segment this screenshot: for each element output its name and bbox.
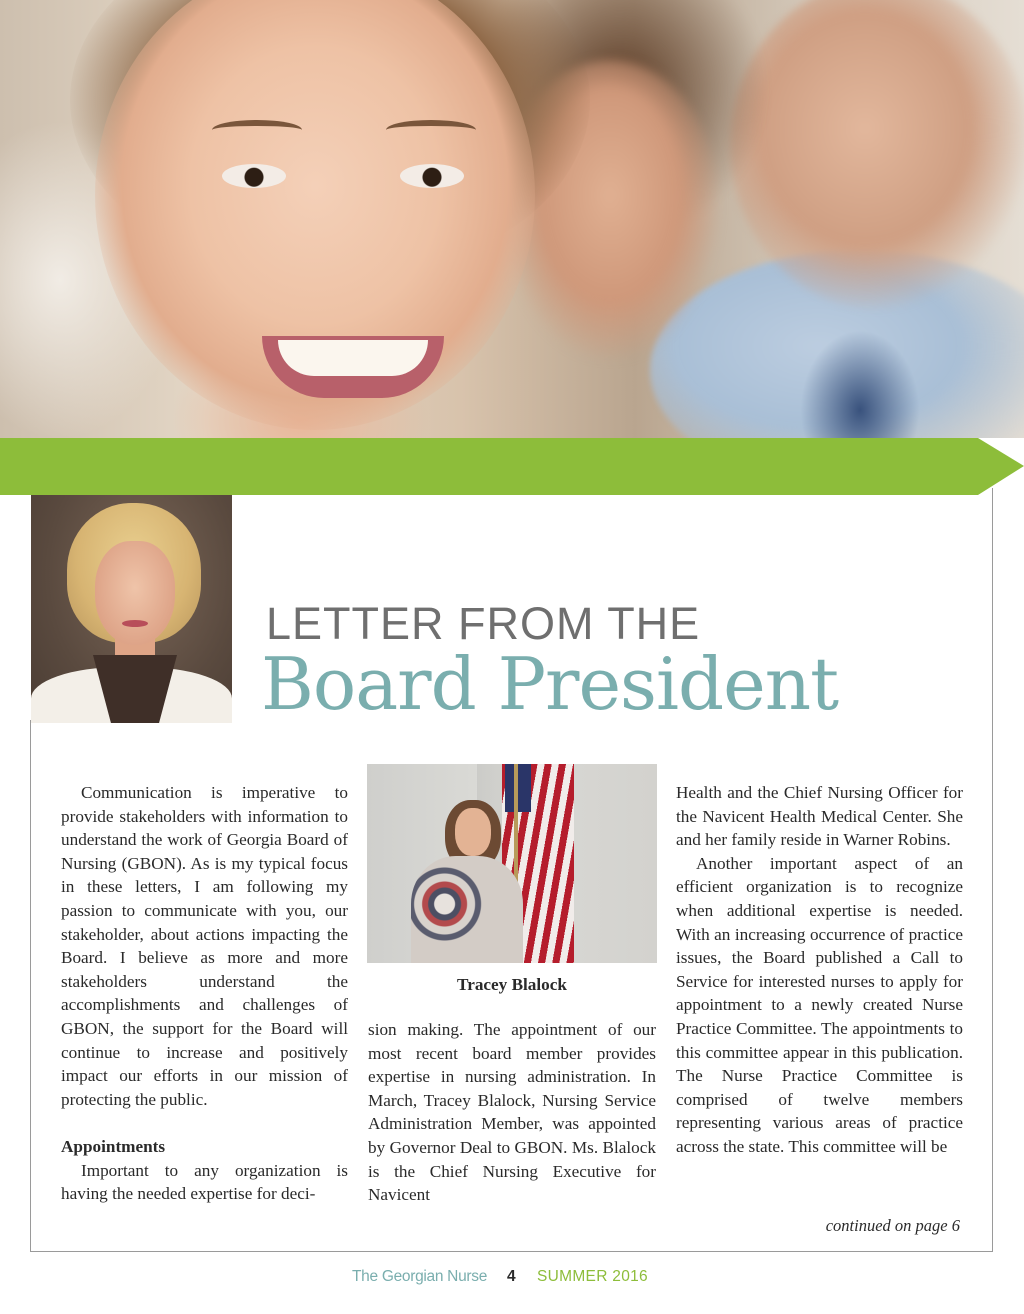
president-portrait — [31, 495, 232, 723]
section-heading: Appointments — [61, 1136, 166, 1156]
page-number: 4 — [507, 1268, 516, 1285]
tracey-blalock-photo — [367, 764, 657, 963]
photo-caption: Tracey Blalock — [457, 975, 567, 994]
article-title: Board President — [261, 642, 839, 726]
issue-label: SUMMER 2016 — [537, 1268, 648, 1285]
page-footer — [0, 1268, 1024, 1292]
paragraph: Communication is imperative to provide stakeholders with information to understand the work of Georgia Board of Nursing (GBON). As is my typical focus in these letters, I am following my passion to communicate with you, our stakeholder, about actions impacting the Board. I believe as more and more stakeholders understand the accomplishments and challenges of GBON, the support for the Board will continue to increase and positively impact our efforts in our mission of protecting the public. — [61, 783, 348, 1109]
text-column-1 — [61, 781, 348, 1206]
hero-photo — [0, 0, 1024, 438]
continued-note: continued on page 6 — [825, 1216, 960, 1235]
frame-left-rule — [30, 720, 31, 1252]
text-column-2 — [368, 1018, 656, 1207]
paragraph: Important to any organization is having the needed expertise for deci- — [61, 1160, 348, 1204]
paragraph: Health and the Chief Nursing Officer for the Navicent Health Medical Center. She and her family reside in Warner Robins. — [676, 783, 963, 850]
frame-right-rule — [992, 488, 993, 1252]
article-kicker: LETTER FROM THE — [266, 598, 701, 649]
publication-name: The Georgian Nurse — [352, 1268, 488, 1285]
paragraph: sion making. The appointment of our most recent board member provides expertise in nursing administration. In March, Tracey Blalock, Nursing Service Administration Member, was appointed by Governor Deal to GBON. Ms. Blalock is the Chief Nursing Executive for Navicent — [368, 1020, 656, 1205]
text-column-3 — [676, 781, 963, 1159]
paragraph: Another important aspect of an efficient organization is to recognize when additional expertise is needed. With an increasing occurrence of practice issues, the Board published a Call to Service for interested nurses to apply for appointment to a newly created Nurse Practice Committee. The appointments to this committee appear in this publication. The Nurse Practice Committee is comprised of twelve members representing various areas of practice across the state. This committee will be — [676, 853, 963, 1156]
green-arrow-band — [0, 438, 1024, 495]
frame-bottom-rule — [30, 1251, 993, 1252]
